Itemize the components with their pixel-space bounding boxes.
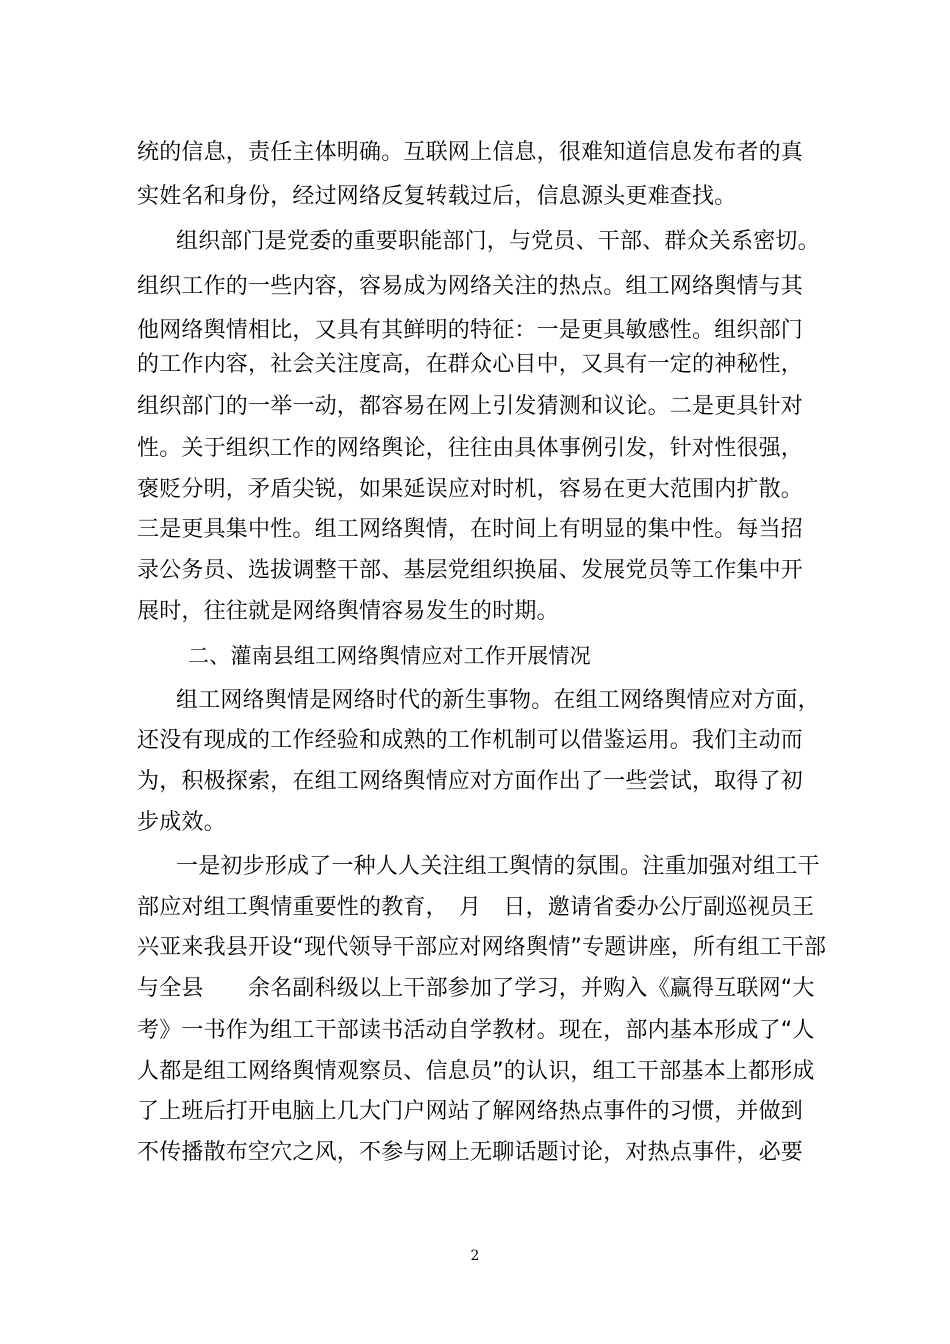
text-line: 性。关于组织工作的网络舆论，往往由具体事例引发，针对性很强，	[137, 436, 804, 461]
text-line: 人都是组工网络舆情观察员、信息员”的认识，组工干部基本上都形成	[137, 1059, 815, 1084]
text-line: 还没有现成的工作经验和成熟的工作机制可以借鉴运用。我们主动而	[137, 728, 804, 753]
text-line: 了上班后打开电脑上几大门户网站了解网络热点事件的习惯，并做到	[137, 1099, 804, 1124]
text-line: 的工作内容，社会关注度高，在群众心目中，又具有一定的神秘性，	[137, 352, 804, 377]
text-line: 兴亚来我县开设“现代领导干部应对网络舆情”专题讲座，所有组工干部	[137, 935, 827, 960]
text-line: 录公务员、选拔调整干部、基层党组织换届、发展党员等工作集中开	[137, 558, 804, 583]
text-line: 组织工作的一些内容，容易成为网络关注的热点。组工网络舆情与其	[137, 274, 804, 299]
text-line: 不传播散布空穴之风，不参与网上无聊话题讨论，对热点事件，必要	[137, 1140, 804, 1165]
text-line: 实姓名和身份，经过网络反复转载过后，信息源头更难查找。	[137, 184, 737, 209]
paragraph-start-line: 一是初步形成了一种人人关注组工舆情的氛围。注重加强对组工干	[176, 854, 820, 879]
paragraph-start-line: 组织部门是党委的重要职能部门，与党员、干部、群众关系密切。	[176, 229, 820, 254]
text-line: 考》一书作为组工干部读书活动自学教材。现在，部内基本形成了“人	[137, 1018, 815, 1043]
text-line: 组织部门的一举一动，都容易在网上引发猜测和议论。二是更具针对	[137, 394, 804, 419]
text-line: 步成效。	[137, 810, 226, 835]
page-number: 2	[470, 1248, 480, 1264]
text-line: 为，积极探索，在组工网络舆情应对方面作出了一些尝试，取得了初	[137, 769, 804, 794]
section-heading: 二、灌南县组工网络舆情应对工作开展情况	[188, 644, 591, 668]
text-line: 三是更具集中性。组工网络舆情，在时间上有明显的集中性。每当招	[137, 517, 804, 542]
text-line: 与全县 余名副科级以上干部参加了学习，并购入《赢得互联网“大	[137, 976, 815, 1001]
text-line: 他网络舆情相比，又具有其鲜明的特征：一是更具敏感性。组织部门	[137, 318, 804, 343]
text-line: 展时，往往就是网络舆情容易发生的时期。	[137, 599, 559, 624]
text-line: 统的信息，责任主体明确。互联网上信息，很难知道信息发布者的真	[137, 140, 804, 165]
text-line: 褒贬分明，矛盾尖锐，如果延误应对时机，容易在更大范围内扩散。	[137, 477, 804, 502]
paragraph-start-line: 组工网络舆情是网络时代的新生事物。在组工网络舆情应对方面，	[176, 688, 820, 713]
text-line: 部应对组工舆情重要性的教育， 月 日，邀请省委办公厅副巡视员王	[137, 895, 815, 920]
